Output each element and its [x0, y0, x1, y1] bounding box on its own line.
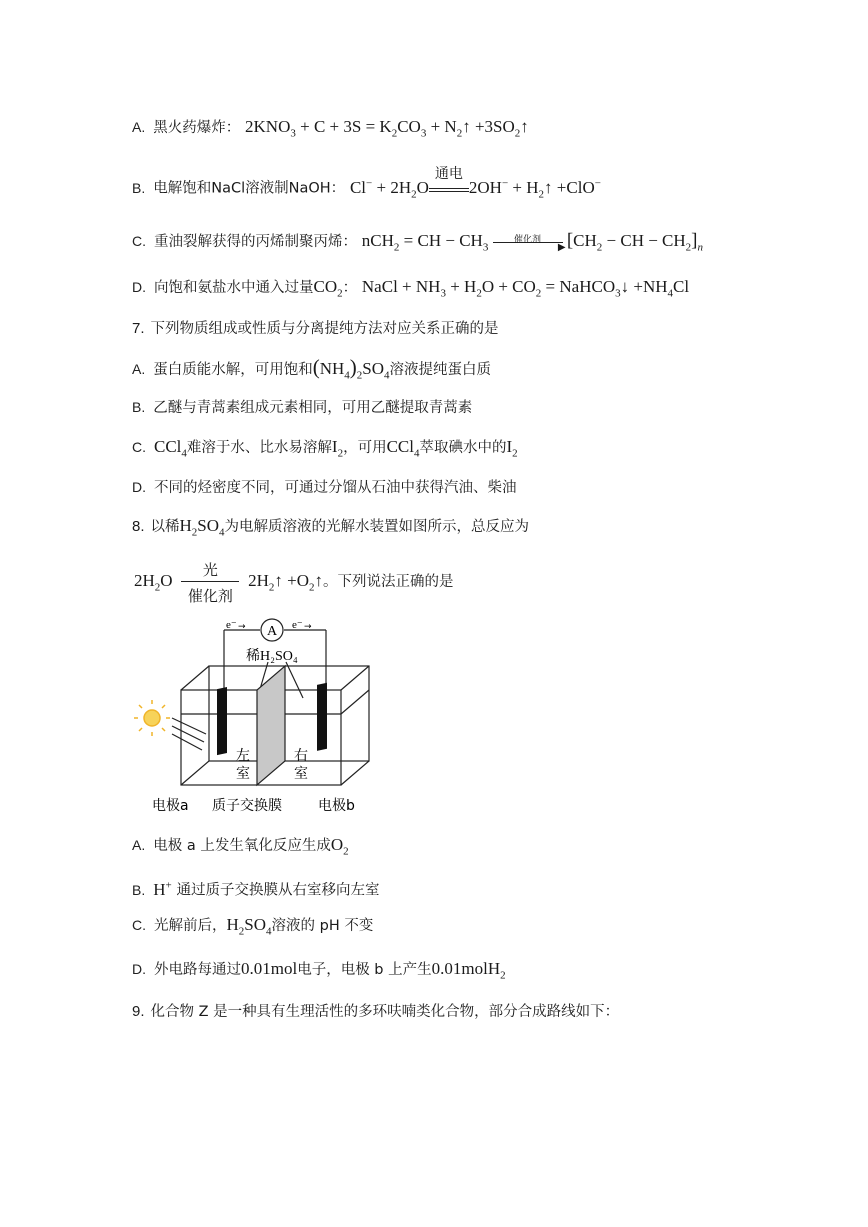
- electron-label-left: e⁻: [226, 619, 237, 631]
- arrow-right-icon: →: [238, 622, 246, 632]
- q7-option-b: [132, 396, 472, 419]
- option-text: 电极 a 上发生氧化反应生成: [153, 838, 331, 854]
- option-text: 光解前后，: [154, 918, 227, 934]
- condition-below: 催化剂: [187, 587, 233, 605]
- option-c-polymerization: [132, 230, 703, 258]
- q7-option-a: A. 蛋白质能水解，可用饱和$(NH_4)_2SO_4$溶液提纯蛋白质: [132, 355, 492, 382]
- option-text-post: 溶液的 pH 不变: [271, 918, 374, 934]
- question-text-tail: 。下列说法正确的是: [323, 574, 454, 590]
- left-chamber-label-2: 室: [236, 766, 250, 782]
- condition-above: 光: [202, 561, 218, 579]
- option-text: 电解饱和NaCl溶液制NaOH：: [153, 180, 346, 197]
- q7-option-d: [132, 476, 517, 499]
- option-d-ammonia-salt: D. 向饱和氨盐水中通入过量$CO_2$： NaCl + $NH_3 + H_2O + CO_2$ = NaHCO$_3$↓ $+NH_4Cl$: [132, 277, 690, 300]
- solution-label: 稀H₂SO₄: [246, 649, 298, 664]
- question-9: [132, 1000, 619, 1023]
- option-text: 蛋白质能水解，可用饱和: [153, 362, 313, 378]
- option-label: A.: [132, 119, 146, 135]
- q8-option-b: B. H+ 通过质子交换膜从右室移向左室: [132, 879, 380, 899]
- electrode-b-label: 电极b: [318, 798, 355, 814]
- option-label: C.: [132, 917, 146, 933]
- q8-option-c: C. 光解前后，$H_2SO_4$溶液的 pH 不变: [132, 915, 374, 938]
- electrode-a-plate: [217, 687, 227, 755]
- question-text-post: 为电解质溶液的光解水装置如图所示，总反应为: [224, 519, 530, 535]
- equation: NaCl + $NH_3 + H_2O + CO_2$ = NaHCO$_3$↓ $+NH_4Cl$: [361, 277, 690, 300]
- question-text: 下列物质组成或性质与分离提纯方法对应关系正确的是: [150, 321, 499, 337]
- option-text: 外电路每通过: [154, 962, 241, 978]
- option-label: B.: [132, 399, 146, 415]
- question-number: 8.: [132, 518, 145, 535]
- sun-icon: [134, 700, 170, 736]
- option-a-explosion: [132, 116, 529, 144]
- question-8: 8. 以稀$H_2SO_4$为电解质溶液的光解水装置如图所示，总反应为: [132, 516, 530, 539]
- option-text: 黑火药爆炸：: [153, 120, 241, 136]
- option-label: D.: [132, 961, 146, 977]
- option-text-post: 溶液提纯蛋白质: [389, 362, 492, 378]
- option-label: A.: [132, 837, 146, 853]
- equation: $2KNO_3 + C + 3S = K_2CO_3$ + $N_2↑$ $+3SO_2↑$: [245, 117, 529, 140]
- left-chamber-label-1: 左: [236, 748, 250, 764]
- option-text: 重油裂解获得的丙烯制聚丙烯：: [154, 234, 357, 250]
- option-label: D.: [132, 279, 146, 295]
- electrode-a-label: 电极a: [152, 798, 189, 814]
- membrane-label: 质子交换膜: [212, 798, 282, 814]
- electrode-b-plate: [317, 683, 327, 751]
- condition-above: 催化剂: [514, 233, 542, 244]
- question-number: 7.: [132, 320, 145, 337]
- option-text-3: 萃取碘水中的: [419, 440, 507, 456]
- total-reaction: $2H_2O$ 光 催化剂 $2H_2↑$ $+O_2↑$。下列说法正确的是: [134, 561, 454, 605]
- condition-above: 通电: [434, 166, 463, 182]
- option-text-2: ，可用: [343, 440, 387, 456]
- question-text-pre: 以稀: [150, 519, 180, 535]
- equation: $Cl^- + 2H_2O$ 通电 $2OH^- + H_2↑ +ClO^-$: [350, 178, 601, 197]
- option-text-mid: 电子，电极 b 上产生: [297, 962, 432, 978]
- q8-option-d: D. 外电路每通过0.01mol电子，电极 b 上产生0.01molH$_2$: [132, 959, 506, 982]
- ammeter-label: A: [266, 624, 278, 639]
- option-text: 通过质子交换膜从右室移向左室: [176, 882, 380, 899]
- question-number: 9.: [132, 1003, 145, 1020]
- q7-option-c: C. CCl$_4$难溶于水、比水易溶解$I_2$，可用CCl$_4$萃取碘水中的$I_2$: [132, 437, 518, 460]
- question-7: [132, 317, 499, 340]
- photolysis-apparatus-figure: [128, 618, 388, 818]
- option-text: 不同的烃密度不同，可通过分馏从石油中获得汽油、柴油: [154, 480, 517, 496]
- option-label: B.: [132, 179, 146, 196]
- option-label: B.: [132, 881, 146, 898]
- option-label: C.: [132, 439, 146, 455]
- arrow-right-icon: →: [304, 622, 312, 632]
- electron-label-right: e⁻: [292, 619, 303, 631]
- option-b-electrolysis: [132, 166, 601, 205]
- option-label: C.: [132, 233, 146, 249]
- right-chamber-label-2: 室: [294, 766, 308, 782]
- option-label: A.: [132, 361, 146, 377]
- option-text: 乙醚与青蒿素组成元素相同，可用乙醚提取青蒿素: [153, 400, 473, 416]
- equation: nCH$_2$ = CH − $CH_3$ 催化剂 ▶ [$CH_2$ − CH − $CH_2]_n$: [362, 231, 703, 250]
- question-text: 化合物 Z 是一种具有生理活性的多环呋喃类化合物，部分合成路线如下：: [150, 1004, 620, 1020]
- option-text: 难溶于水、比水易溶解: [186, 440, 332, 456]
- q8-option-a: A. 电极 a 上发生氧化反应生成$O_2$: [132, 835, 349, 858]
- right-chamber-label-1: 右: [294, 748, 308, 764]
- option-text: 向饱和氨盐水中通入过量: [154, 280, 314, 296]
- option-label: D.: [132, 479, 146, 495]
